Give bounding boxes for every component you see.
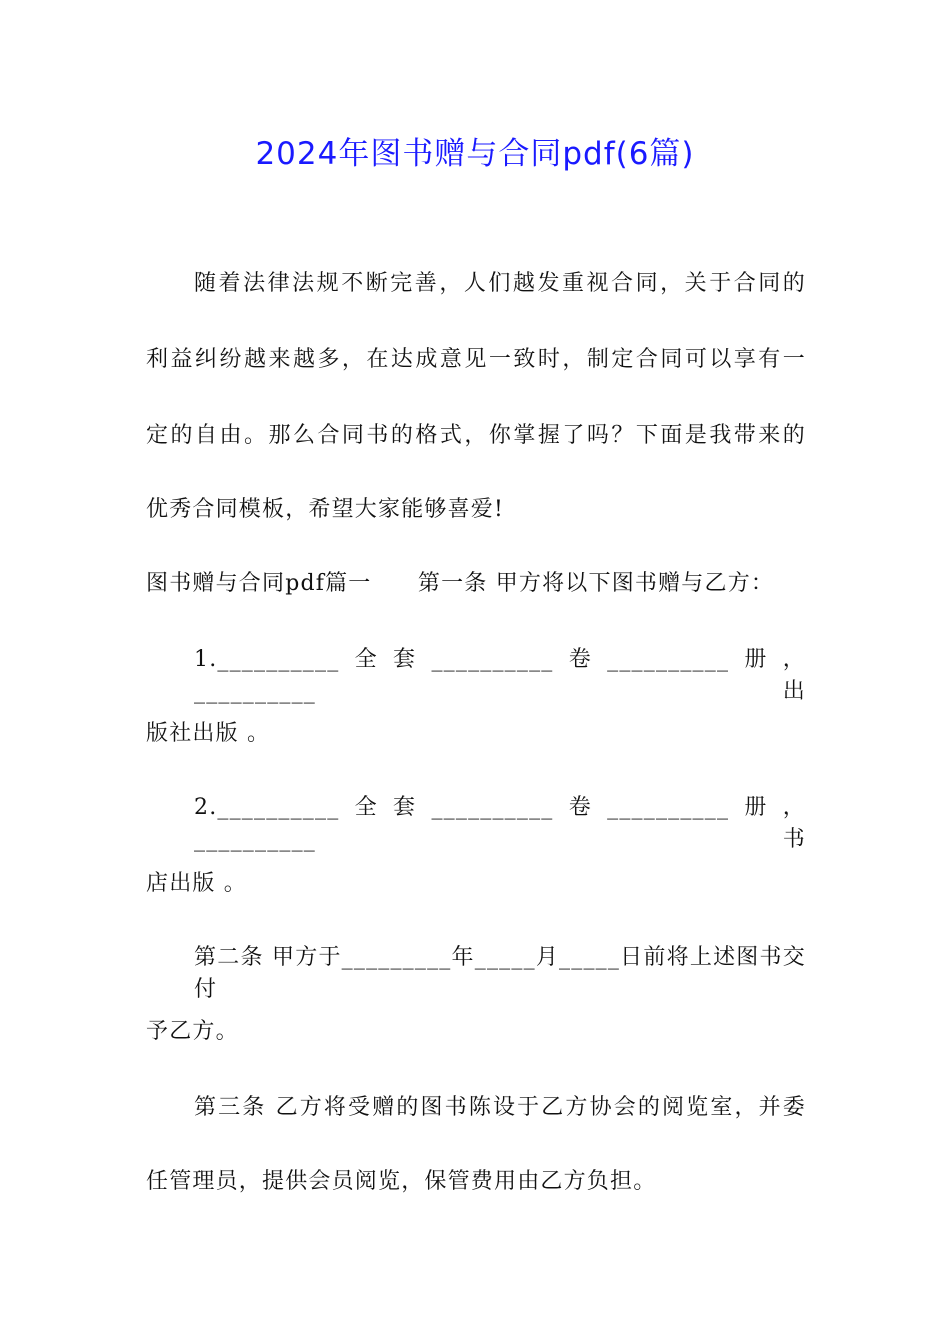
paragraph-line: 优秀合同模板，希望大家能够喜爱! xyxy=(146,497,505,522)
section-heading-line: 图书赠与合同pdf篇一 第一条 甲方将以下图书赠与乙方： xyxy=(146,571,775,596)
paragraph-line: 随着法律法规不断完善，人们越发重视合同，关于合同的 xyxy=(194,271,806,296)
clause-line: 1.__________全套__________卷__________册，__________出 xyxy=(194,647,806,704)
clause-line: 2.__________全套__________卷__________册， __________书 xyxy=(194,795,806,852)
clause-line: 版社出版 。 xyxy=(146,721,271,746)
clause-line: 第三条 乙方将受赠的图书陈设于乙方协会的阅览室，并委 xyxy=(194,1095,806,1120)
clause-line: 第二条 甲方于_________年_____月_____日前将上述图书交付 xyxy=(194,945,806,1002)
clause-line: 店出版 。 xyxy=(146,871,247,896)
paragraph-line: 定的自由。那么合同书的格式，你掌握了吗？下面是我带来的 xyxy=(146,423,806,448)
document-title: 2024年图书赠与合同pdf(6篇) xyxy=(255,136,695,172)
paragraph-line: 利益纠纷越来越多，在达成意见一致时，制定合同可以享有一 xyxy=(146,347,806,372)
clause-line: 任管理员，提供会员阅览，保管费用由乙方负担。 xyxy=(146,1169,657,1194)
clause-line: 予乙方。 xyxy=(146,1019,239,1044)
